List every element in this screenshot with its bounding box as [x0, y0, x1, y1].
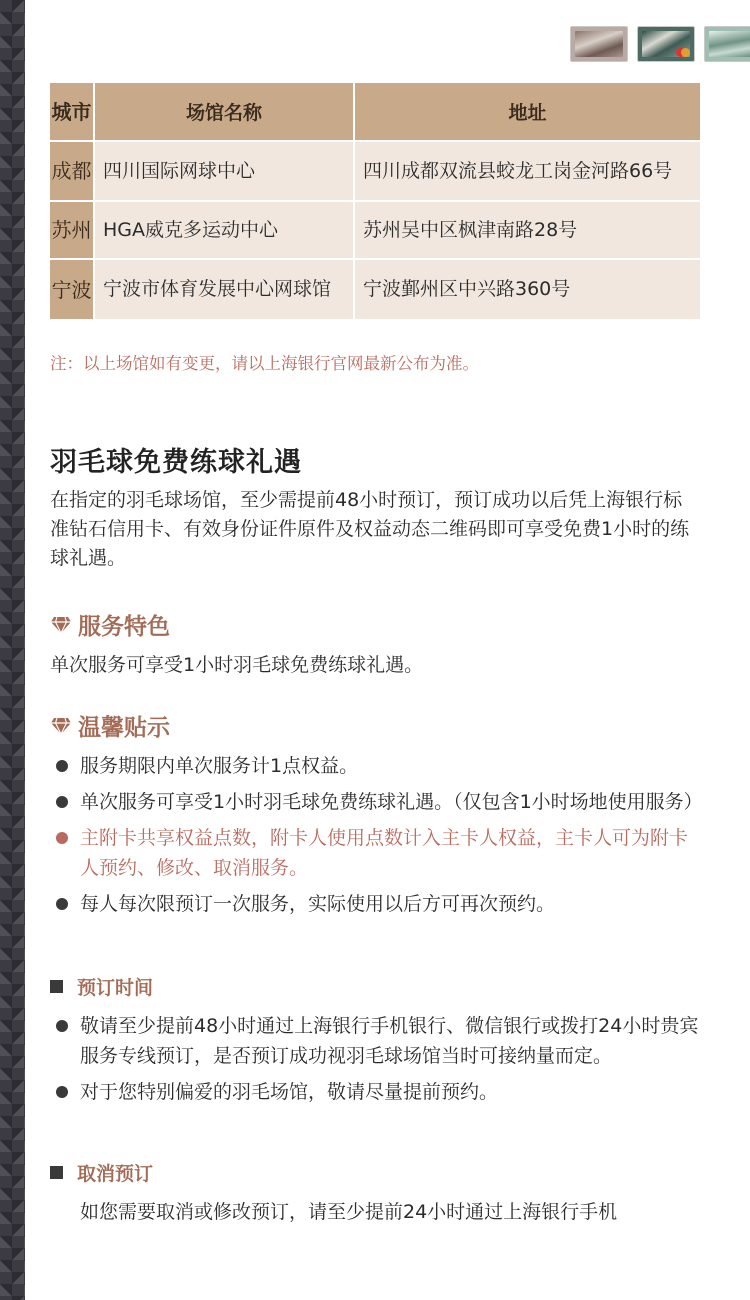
cancel-title: 取消预订	[77, 1163, 154, 1185]
cancel-text: 如您需要取消或修改预订，请至少提前24小时通过上海银行手机	[80, 1201, 618, 1223]
header-venue: 场馆名称	[94, 83, 354, 141]
cell-city: 苏州	[50, 201, 94, 259]
tips-heading	[50, 709, 170, 742]
list-item: 主附卡共享权益点数，附卡人使用点数计入主卡人权益，主卡人可为附卡人预约、修改、取消服务。	[56, 823, 700, 883]
cell-city: 成都	[50, 141, 94, 201]
diamond-icon	[50, 717, 72, 735]
header-address: 地址	[354, 83, 700, 141]
tips-title: 温馨贴示	[78, 715, 170, 741]
cancel-heading	[50, 1159, 153, 1186]
features-title: 服务特色	[78, 614, 170, 640]
features-heading	[50, 608, 170, 641]
booking-list	[56, 1011, 700, 1113]
cell-address: 宁波鄞州区中兴路360号	[354, 259, 700, 319]
list-item: 服务期限内单次服务计1点权益。	[56, 751, 700, 781]
table-row	[50, 201, 700, 259]
tips-list	[56, 751, 703, 925]
list-item: 对于您特别偏爱的羽毛场馆，敬请尽量提前预约。	[56, 1077, 700, 1107]
card-image-2	[637, 26, 695, 62]
cell-address: 四川成都双流县蛟龙工岗金河路66号	[354, 141, 700, 201]
section-intro: 在指定的羽毛球场馆，至少需提前48小时预订，预订成功以后凭上海银行标准钻石信用卡、有效身份证件原件及权益动态二维码即可享受免费1小时的练球礼遇。	[50, 489, 690, 569]
card-thumbnails	[570, 26, 750, 62]
list-item: 单次服务可享受1小时羽毛球免费练球礼遇。（仅包含1小时场地使用服务）	[56, 787, 700, 817]
card-image-1	[570, 26, 628, 62]
venue-table	[50, 83, 700, 319]
section-title: 羽毛球免费练球礼遇	[50, 447, 302, 478]
square-bullet-icon	[50, 1166, 63, 1179]
mastercard-logo-icon	[676, 48, 690, 57]
table-row	[50, 141, 700, 201]
table-header-row	[50, 83, 700, 141]
booking-title: 预订时间	[77, 977, 154, 999]
header-city: 城市	[50, 83, 94, 141]
square-bullet-icon	[50, 980, 63, 993]
features-text: 单次服务可享受1小时羽毛球免费练球礼遇。	[50, 654, 424, 676]
cell-venue: 四川国际网球中心	[94, 141, 354, 201]
diamond-icon	[50, 616, 72, 634]
table-row	[50, 259, 700, 319]
cell-address: 苏州吴中区枫津南路28号	[354, 201, 700, 259]
card-image-3	[704, 26, 750, 62]
decorative-side-strip	[0, 0, 25, 1300]
booking-heading	[50, 973, 153, 1000]
list-item: 敬请至少提前48小时通过上海银行手机银行、微信银行或拨打24小时贵宾服务专线预订，是否预订成功视羽毛球场馆当时可接纳量而定。	[56, 1011, 700, 1071]
cell-city: 宁波	[50, 259, 94, 319]
cell-venue: 宁波市体育发展中心网球馆	[94, 259, 354, 319]
venue-change-note: 注：以上场馆如有变更，请以上海银行官网最新公布为准。	[50, 354, 479, 373]
list-item: 每人每次限预订一次服务，实际使用以后方可再次预约。	[56, 889, 700, 919]
cell-venue: HGA威克多运动中心	[94, 201, 354, 259]
